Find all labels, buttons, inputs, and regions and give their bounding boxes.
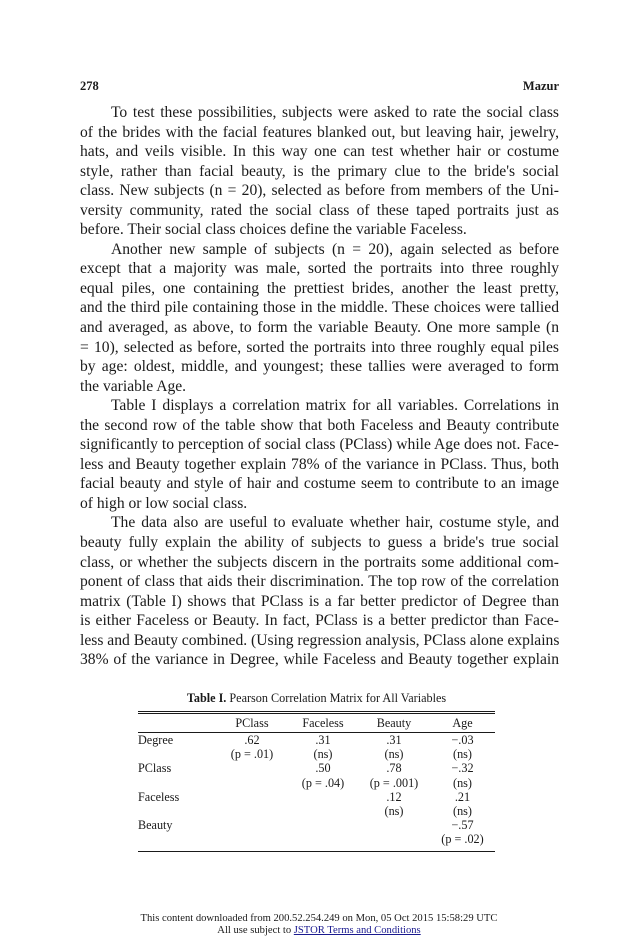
table-cell: (p = .01): [230, 747, 274, 762]
table-bottom-rule: [138, 851, 495, 852]
table-header-row: [138, 714, 495, 732]
terms-notice: [0, 925, 638, 937]
table-label: Table I.: [186, 691, 227, 705]
page-number: 278: [80, 79, 99, 93]
table-cell: [288, 818, 358, 832]
table-caption: [138, 690, 495, 706]
text-line: of the brides with the facial features blanked out, but leaving hair, jewelry,: [80, 123, 559, 141]
table-cell: [216, 818, 288, 832]
table-cell: −.57: [451, 818, 474, 833]
table-cell: −.03: [451, 733, 474, 747]
text-line: class. New subjects (n = 20), selected as before from members of the Uni-: [80, 182, 559, 200]
terms-prefix: All use subject to: [217, 925, 294, 936]
table-cell: (ns): [384, 747, 404, 762]
jstor-terms-link[interactable]: JSTOR Terms and Conditions: [293, 925, 421, 936]
table-cell: (ns): [453, 747, 472, 762]
column-header: Age: [452, 716, 473, 730]
table-cell: [216, 790, 288, 804]
table-cell: [216, 804, 288, 818]
text-line: Table I displays a correlation matrix for all variables. Correlations in: [111, 397, 559, 415]
table-cell: [358, 832, 430, 846]
text-line: equal piles, one containing the prettiest brides, another the least pretty,: [80, 279, 559, 297]
table-cell: [358, 818, 430, 832]
row-label: [138, 832, 216, 846]
table-cell: [288, 832, 358, 846]
table-cell: .21: [454, 789, 471, 804]
column-header: Beauty: [376, 716, 412, 730]
text-line: class, or whether the subjects discern in the portraits some additional com-: [80, 553, 559, 571]
table-cell: [288, 790, 358, 804]
body-text: [80, 103, 559, 670]
text-line: except that a majority was male, sorted the portraits into three roughly: [80, 260, 559, 278]
text-line: versity community, rated the social class of these taped portraits just as: [80, 201, 559, 219]
table-cell: .31: [315, 733, 331, 747]
table-cell: (p = .001): [369, 775, 419, 790]
text-line: matrix (Table I) shows that PClass is a far better predictor of Degree than: [80, 592, 559, 610]
text-line: hats, and veils visible. In this way one can test whether hair or costume: [80, 143, 559, 161]
table-cell: [216, 761, 288, 775]
text-line: beauty fully explain the ability of subjects to guess a bride's true social: [80, 534, 559, 552]
text-line: less and Beauty combined. (Using regression analysis, PClass alone explains: [80, 631, 560, 649]
table-cell: .12: [386, 789, 402, 804]
text-line: facial beauty and style of hair and costume seem to contribute to an image: [80, 475, 559, 493]
row-label: PClass: [138, 761, 172, 776]
download-notice: This content downloaded from 200.52.254.249 on Mon, 05 Oct 2015 15:58:29 UTC: [140, 913, 498, 924]
text-line: significantly to perception of social class (PClass) while Age does not. Face-: [80, 436, 559, 454]
table-cell: (ns): [384, 804, 404, 819]
table-cell: −.32: [451, 761, 474, 776]
text-line: style, rather than facial beauty, is the primary clue to the bride's social: [80, 162, 559, 180]
row-label: [138, 804, 216, 818]
text-line: The data also are useful to evaluate whether hair, costume style, and: [111, 514, 559, 532]
row-label: Beauty: [138, 818, 173, 833]
column-header: PClass: [235, 716, 269, 730]
text-line: the second row of the table show that both Faceless and Beauty contribute: [80, 416, 559, 434]
row-label: Degree: [138, 733, 174, 747]
text-line: before. Their social class choices define the variable Faceless.: [80, 221, 467, 239]
table-cell: (p = .02): [441, 832, 484, 847]
table-row: [138, 776, 495, 790]
text-line: = 10), selected as before, sorted the portraits into three roughly equal piles: [80, 338, 559, 356]
text-line: and averaged, as above, to form the variable Beauty. One more sample (n: [80, 319, 559, 337]
text-line: less and Beauty together explain 78% of the variance in PClass. Thus, both: [80, 455, 559, 473]
text-line: To test these possibilities, subjects were asked to rate the social class: [111, 104, 559, 121]
table-cell: [216, 776, 288, 790]
table-row: [138, 818, 495, 832]
text-line: by age: oldest, middle, and youngest; these tallies were averaged to form: [80, 358, 559, 376]
table-row: [138, 804, 495, 818]
text-line: and the third pile containing those in the middle. These choices were tallied: [80, 299, 559, 317]
table-cell: .78: [386, 761, 402, 776]
column-header: Faceless: [302, 716, 344, 730]
row-label: [138, 776, 216, 790]
table-cell: .31: [386, 733, 402, 747]
row-label: [138, 747, 216, 761]
table-cell: [216, 832, 288, 846]
text-line: of high or low social class.: [80, 494, 248, 512]
text-line: the variable Age.: [80, 377, 187, 395]
table-cell: (ns): [453, 804, 472, 819]
table-caption-text: Pearson Correlation Matrix for All Variables: [229, 691, 447, 705]
text-line: ponent of class that aids their discrimination. The top row of the correlation: [80, 573, 559, 591]
table-body: [138, 733, 495, 847]
correlation-table: [138, 690, 495, 852]
row-label: Faceless: [138, 789, 180, 804]
table-row: [138, 733, 495, 747]
jstor-footer: [0, 913, 638, 937]
table-cell: [288, 804, 358, 818]
table-row: [138, 832, 495, 846]
running-head-author: Mazur: [522, 79, 559, 93]
table-cell: (ns): [313, 747, 333, 762]
text-line: Another new sample of subjects (n = 20), again selected as before: [111, 240, 559, 258]
table-row: [138, 747, 495, 761]
text-line: 38% of the variance in Degree, while Faceless and Beauty together explain: [80, 651, 559, 669]
table-cell: .50: [315, 761, 331, 776]
text-line: is either Faceless or Beauty. In fact, PClass is a better predictor than Face-: [80, 612, 559, 630]
table-cell: (ns): [453, 775, 472, 790]
table-cell: (p = .04): [301, 775, 345, 790]
table-cell: .62: [244, 733, 260, 747]
running-header: [80, 79, 559, 95]
table-row: [138, 761, 495, 775]
table-row: [138, 790, 495, 804]
